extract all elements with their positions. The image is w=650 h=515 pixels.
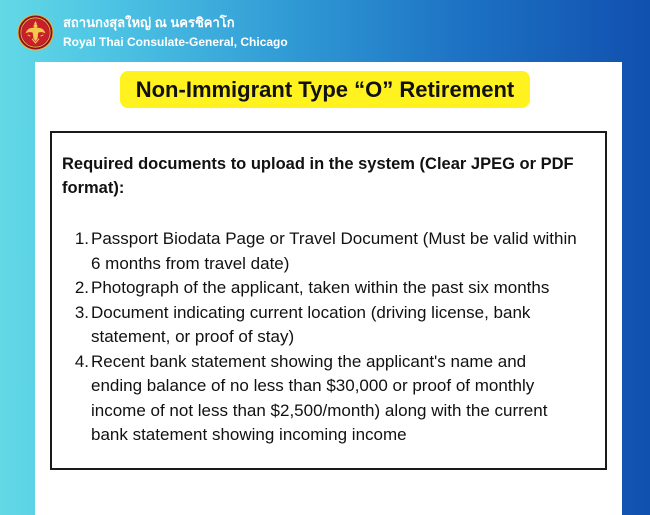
requirement-text-line: 6 months from travel date) xyxy=(91,253,290,273)
requirement-text-line: Recent bank statement showing the applicant's name and xyxy=(91,351,527,371)
requirement-text-line: Photograph of the applicant, taken within the past six months xyxy=(91,278,550,297)
content-panel xyxy=(35,62,622,515)
requirement-text xyxy=(89,350,547,448)
requirement-text-line: bank statement showing incoming income xyxy=(91,425,407,444)
requirement-text-line: ending balance of no less than $30,000 or proof of monthly xyxy=(91,376,535,395)
org-name-english: Royal Thai Consulate-General, Chicago xyxy=(63,35,288,49)
org-name-thai: สถานกงสุลใหญ่ ณ นครชิคาโก xyxy=(63,15,235,30)
requirements-list xyxy=(62,227,595,448)
requirement-text xyxy=(89,301,530,350)
requirement-number: 3. xyxy=(74,302,89,322)
consulate-emblem-icon xyxy=(17,14,54,51)
requirement-text-line: Passport Biodata Page or Travel Document (Must be valid within xyxy=(91,229,577,248)
header xyxy=(0,0,650,62)
requirement-text xyxy=(89,227,577,276)
requirement-text xyxy=(89,276,549,301)
requirement-number: 1. xyxy=(74,229,89,248)
requirement-item xyxy=(62,227,595,276)
visa-type-title: Non-Immigrant Type “O” Retirement xyxy=(120,71,530,108)
requirement-text-line: Document indicating current location (driving license, bank xyxy=(91,302,531,322)
requirement-item xyxy=(62,301,595,350)
requirements-heading: Required documents to upload in the system (Clear JPEG or PDF format): xyxy=(62,155,574,197)
requirements-box xyxy=(50,131,607,470)
requirement-number: 4. xyxy=(74,351,89,371)
requirement-text-line: statement, or proof of stay) xyxy=(91,327,295,346)
requirement-text-line: income of not less than $2,500/month) along with the current xyxy=(91,400,548,420)
requirement-number: 2. xyxy=(74,278,89,297)
requirement-item xyxy=(62,276,595,301)
requirement-item xyxy=(62,350,595,448)
